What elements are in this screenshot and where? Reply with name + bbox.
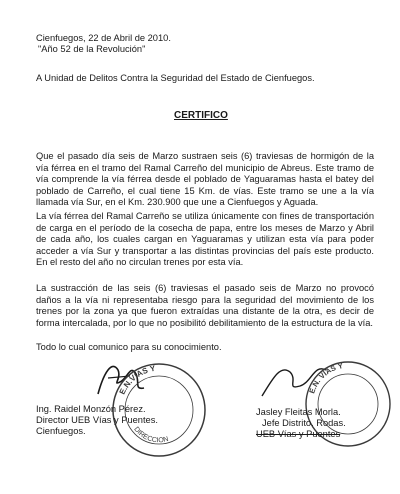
left-stamp-mid-text: DIRECCION <box>132 425 170 445</box>
closing-line: Todo lo cual comunico para su conocimiento. <box>36 342 222 352</box>
right-signatory-role: Jefe Distrito. Rodas. <box>262 418 346 428</box>
left-signatory-place: Cienfuegos. <box>36 426 86 436</box>
document-title: CERTIFICO <box>174 110 228 121</box>
left-stamp-text: E.N.VIAS Y <box>117 363 157 396</box>
svg-text:E.N. VIAS Y <box>307 361 344 395</box>
left-signatory-role: Director UEB Vías y Puentes. <box>36 415 158 425</box>
right-signatory-unit: UEB Vías y Puentes <box>256 429 341 439</box>
paragraph-2: La vía férrea del Ramal Carreño se utiliza únicamente con fines de transportación de carga en el período de la cosecha de papa, entre los meses de Marzo y Abril de cada año, los cuales cargan en Yaguaramas y utilizan esta vía para poder acceder a vía Sur y transportar a las distintas provincias del país este producto. En el resto del año no circulan trenes por esta vía. <box>36 211 374 267</box>
right-signatory-name: Jasley Fleitas Morla. <box>256 407 341 417</box>
addressee: A Unidad de Delitos Contra la Seguridad del Estado de Cienfuegos. <box>36 73 315 83</box>
year-motto: "Año 52 de la Revolución" <box>38 44 146 54</box>
place-date: Cienfuegos, 22 de Abril de 2010. <box>36 33 171 43</box>
right-stamp-text: E.N. VIAS Y <box>307 361 344 395</box>
paragraph-3: La sustracción de las seis (6) traviesas el pasado seis de Marzo no provocó daños a la vía ni representaba riesgo para la seguridad del movimiento de los trenes por la zona ya que fueron extraídas una distante de la otra, es decir de forma intercalada, por lo que no posibilitó debilitamiento de la estructura de la vía. <box>36 283 374 328</box>
paragraph-1: Que el pasado día seis de Marzo sustraen seis (6) traviesas de hormigón de la vía férrea en el tramo del Ramal Carreño del municipio de Abreus. Este tramo de vía comprende la vía férrea desde el poblado de Yaguaramas hasta el batey del poblado de Carreño, el cual tiene 15 Km. de vías. Este tramo se une a la vía llamada vía Sur, en el Km. 230.900 que une a Cienfuegos y Aguada. <box>36 151 374 207</box>
left-signatory-name: Ing. Raidel Monzón Pérez. <box>36 404 146 414</box>
svg-text:DIRECCION <box>132 426 169 444</box>
